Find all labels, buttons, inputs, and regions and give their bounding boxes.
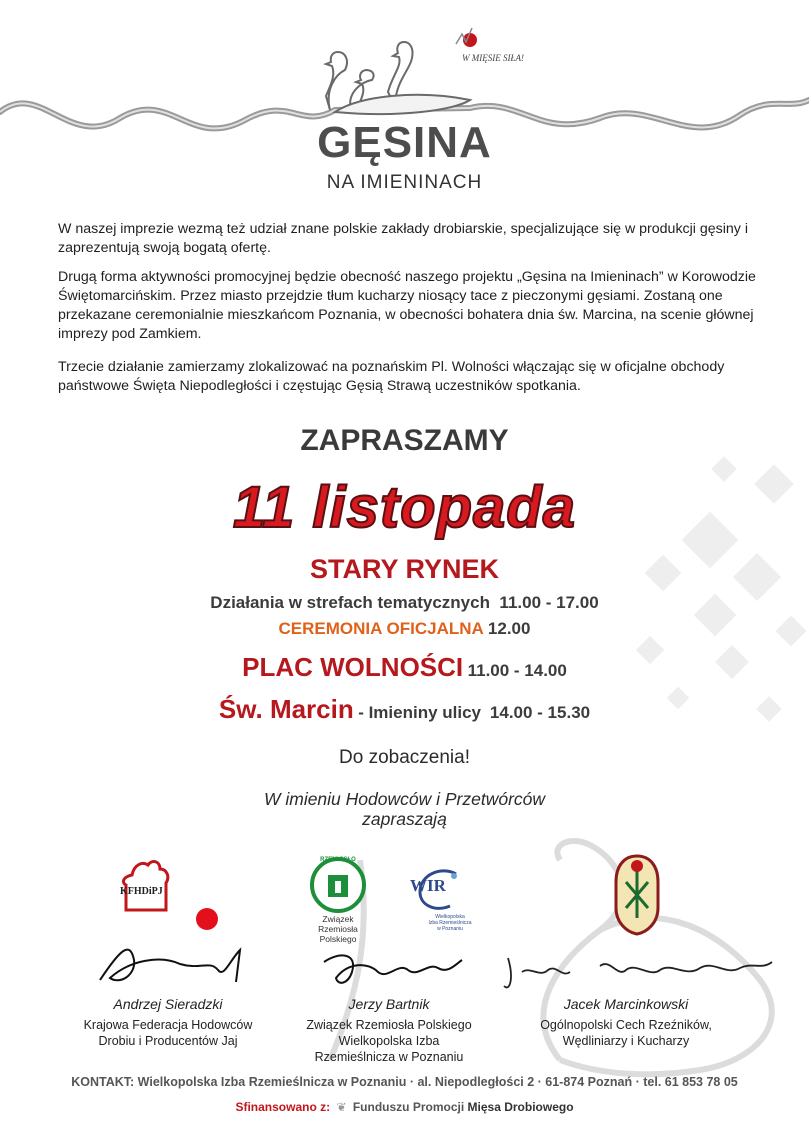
venue-stary-rynek: STARY RYNEK [309, 554, 500, 584]
activity-time: 11.00 - 17.00 [499, 593, 599, 612]
signatory-name-2: Jerzy Bartnik [348, 996, 430, 1012]
schedule-row-marcin [0, 694, 809, 725]
geese-illustration [326, 42, 470, 114]
fund-name [353, 1100, 574, 1114]
wir-caption: Wielkopolska Izba Rzemieślnicza w Poznaniu [428, 914, 472, 932]
paragraph-2: Drugą forma aktywności promocyjnej będzie obecność naszego projektu „Gęsina na Imieninach” w Korowodzie Świętomarcińskim. Przez miasto przejdzie tłum kucharzy niosący tace z pieczonymi gęsiami. Zostaną one przekazane ceremonialnie mieszkańcom Poznania, w obecności bohatera dnia św. Marcina, na scenie głównej imprezy pod Zamkiem. [58, 269, 756, 342]
contact-line: KONTAKT: Wielkopolska Izba Rzemieślnicza w Poznaniu · al. Niepodległości 2 · 61-874 Poznań · tel. 61 853 78 05 [71, 1075, 738, 1089]
kfhdipj-label: KFHDiPJ [120, 886, 163, 897]
rzemioslo-emblem-icon [308, 855, 368, 915]
behalf-block [0, 789, 809, 829]
plac-time: 11.00 - 14.00 [467, 661, 567, 680]
funding-label: Sfinansowano z: [235, 1100, 331, 1114]
logo-subtitle: NA IMIENINACH [326, 172, 483, 193]
signatory-org-1: Krajowa Federacja Hodowców Drobiu i Producentów Jaj [83, 1018, 253, 1048]
paragraph-1: W naszej imprezie wezmą też udział znane polskie zakłady drobiarskie, specjalizujące się w produkcji gęsiny i zaprezentują swoją bogatą ofertę. [58, 221, 748, 256]
signatory-org-2: Związek Rzemiosła Polskiego Wielkopolska Izba Rzemieślnicza w Poznaniu [306, 1018, 472, 1064]
red-dot-icon [196, 908, 218, 930]
logo-title: GĘSINA [317, 118, 492, 167]
signatory-name-1: Andrzej Sieradzki [113, 996, 223, 1012]
schedule-row-plac [0, 652, 809, 683]
brand-mark-icon [456, 28, 477, 47]
schedule-row-activity [0, 593, 809, 613]
schedule-row-ceremony [0, 619, 809, 639]
fund-prefix: Funduszu Promocji [352, 1100, 465, 1114]
paragraph-3: Trzecie działanie zamierzamy zlokalizować na poznańskim Pl. Wolności włączając się w oficjalne obchody państwowe Święta Niepodległości i częstując Gęsią Strawą uczestników spotkania. [58, 359, 725, 394]
kfhdipj-logo [112, 855, 182, 925]
signatory-name-3: Jacek Marcinkowski [563, 996, 689, 1012]
event-date: 11 listopada [233, 475, 576, 540]
signatory-org-3: Ogólnopolski Cech Rzeźników, Wędliniarzy i Kucharzy [540, 1018, 712, 1048]
farewell: Do zobaczenia! [339, 747, 470, 768]
signature-marcinkowski [500, 948, 780, 998]
invite-heading: ZAPRASZAMY [300, 424, 509, 457]
rzemioslo-arc-text: RZEMIOSŁO [320, 857, 356, 863]
venue-sw-marcin: Św. Marcin [218, 694, 354, 724]
fund-main: Mięsa Drobiowego [467, 1100, 574, 1114]
ceremony-label: CEREMONIA OFICJALNA [278, 619, 484, 638]
wir-label: WIR [410, 876, 446, 895]
marcin-time: 14.00 - 15.30 [489, 703, 591, 722]
signature-sieradzki [90, 930, 260, 990]
cech-emblem [612, 852, 662, 936]
funding-line [0, 1100, 809, 1114]
marcin-activity: - Imieniny ulicy [358, 703, 482, 722]
rzemioslo-caption: Związek Rzemiosła Polskiego [318, 914, 358, 944]
shield-emblem-icon [612, 852, 662, 936]
tagline: W MIĘSIE SIŁA! [462, 53, 524, 63]
activity-label: Działania w strefach tematycznych [210, 593, 490, 612]
poultry-icon: ❦ [336, 1100, 347, 1114]
wir-logo [406, 866, 466, 916]
behalf-line-1: W imieniu Hodowców i Przetwórców [263, 789, 546, 809]
behalf-line-2: zapraszają [362, 809, 447, 829]
venue-plac-wolnosci: PLAC WOLNOŚCI [242, 652, 464, 682]
signature-bartnik [318, 942, 468, 992]
rzemioslo-logo [308, 855, 368, 915]
ceremony-time: 12.00 [487, 619, 531, 638]
